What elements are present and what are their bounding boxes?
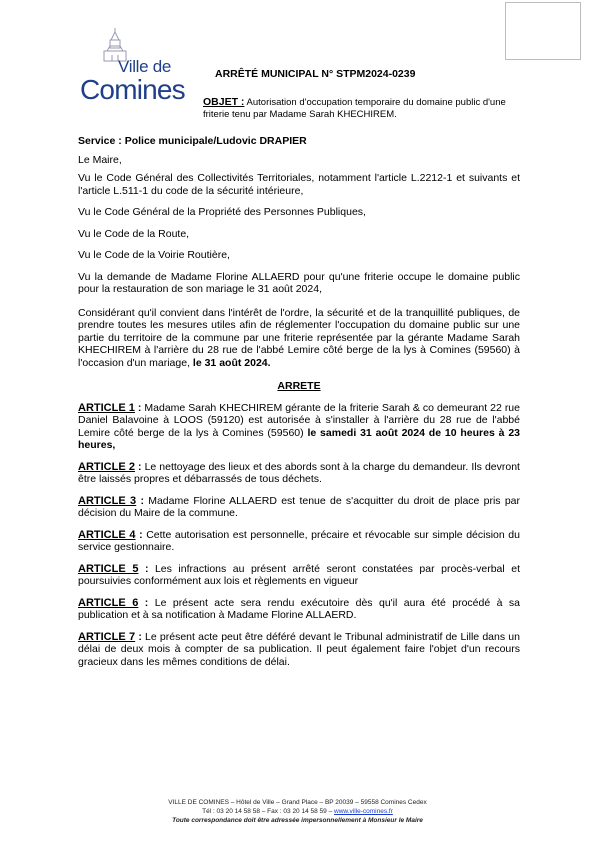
document-body <box>78 135 520 677</box>
objet-label: OBJET : <box>203 96 245 108</box>
article-3: ARTICLE 3 : Madame Florine ALLAERD est tenue de s'acquitter du droit de place pris par décision du Maire de la commune. <box>78 494 520 519</box>
page-footer <box>0 798 595 825</box>
comines-logo <box>80 28 192 110</box>
article-label: ARTICLE 5 <box>78 562 139 575</box>
arrete-heading: ARRETE <box>277 380 321 392</box>
article-1: ARTICLE 1 : Madame Sarah KHECHIREM gérante de la friterie Sarah & co demeurant 22 rue Daniel Balavoine à LOOS (59120) est autorisée à s'installer à l'arrière du 28 rue de l'abbé Lemire côté berge de la lys à Comines (59560) le samedi 31 août 2024 de 10 heures à 23 heures, <box>78 401 521 451</box>
article-text: Les infractions au présent arrêté seront constatées par procès-verbal et poursuivies conformément aux lois et règlements en vigueur <box>78 562 520 587</box>
footer-contact <box>0 807 595 816</box>
vu-paragraph: Vu le Code de la Voirie Routière, <box>78 249 230 261</box>
footer-website-link[interactable]: www.ville-comines.fr <box>334 808 393 815</box>
vu-paragraph: Vu le Code Général des Collectivités Territoriales, notamment l'article L.2212-1 et suivants et l'article L.511-1 du code de la sécurité intérieure, <box>78 172 520 197</box>
considerant-date: le 31 août 2024. <box>192 356 271 369</box>
document-title: ARRÊTÉ MUNICIPAL N° STPM2024-0239 <box>215 68 416 80</box>
article-text: Le présent acte peut être déféré devant le Tribunal administratif de Lille dans un délai de deux mois à compter de sa publication. Il peut également faire l'objet d'un recours gracieux dans les mêmes conditions de délai. <box>78 630 520 668</box>
article-label: ARTICLE 3 <box>78 494 137 507</box>
stamp-box <box>505 2 581 60</box>
article-7: ARTICLE 7 : Le présent acte peut être déféré devant le Tribunal administratif de Lille dans un délai de deux mois à compter de sa publication. Il peut également faire l'objet d'un recours gracieux dans les mêmes conditions de délai. <box>78 630 520 668</box>
article-label: ARTICLE 4 <box>78 528 136 541</box>
article-text: Cette autorisation est personnelle, précaire et révocable sur simple décision du service gestionnaire. <box>78 528 520 553</box>
objet-block <box>203 97 521 120</box>
intro-line: Le Maire, <box>78 153 122 166</box>
article-bold-text: le samedi 31 août 2024 de 10 heures à 23 heures, <box>78 426 521 451</box>
logo-comines-text: Comines <box>80 74 185 105</box>
considerant-paragraph <box>78 307 520 370</box>
article-text: Le nettoyage des lieux et des abords sont à la charge du demandeur. Ils devront être laissés propres et débarrassés de tous déchets. <box>78 460 520 485</box>
article-6: ARTICLE 6 : Le présent acte sera rendu exécutoire dès qu'il aura été procédé à sa publication et à sa notification à Madame Florine ALLAERD. <box>78 596 520 621</box>
vu-paragraph: Vu la demande de Madame Florine ALLAERD pour qu'une friterie occupe le domaine public pour la restauration de son mariage le 31 août 2024, <box>78 270 520 295</box>
article-text: Madame Sarah KHECHIREM gérante de la friterie Sarah & co demeurant 22 rue Daniel Balavoine à LOOS (59120) est autorisée à s'installer à l'arrière du 28 rue de l'abbé Lemire côté berge de la lys à Comines (59560) <box>78 401 520 439</box>
footer-note: Toute correspondance doit être adressée impersonnellement à Monsieur le Maire <box>172 817 423 824</box>
article-5: ARTICLE 5 : Les infractions au présent arrêté seront constatées par procès-verbal et poursuivies conformément aux lois et règlements en vigueur <box>78 562 520 587</box>
footer-address: VILLE DE COMINES – Hôtel de Ville – Grand Place – BP 20039 – 59558 Comines Cedex <box>168 799 427 806</box>
article-text: Madame Florine ALLAERD est tenue de s'acquitter du droit de place pris par décision du Maire de la commune. <box>78 494 520 519</box>
logo-ville-text: Ville de <box>118 57 172 76</box>
service-line: Service : Police municipale/Ludovic DRAPIER <box>78 135 307 147</box>
vu-paragraph: Vu le Code de la Route, <box>78 227 190 240</box>
footer-phone-fax: Tél : 03 20 14 58 58 – Fax : 03 20 14 58 59 – <box>202 808 335 815</box>
article-label: ARTICLE 7 <box>78 630 136 643</box>
article-4: ARTICLE 4 : Cette autorisation est personnelle, précaire et révocable sur simple décision du service gestionnaire. <box>78 528 520 553</box>
considerant-text: Considérant qu'il convient dans l'intérêt de l'ordre, la sécurité et de la tranquillité publiques, de prendre toutes les mesures utiles afin de réglementer l'occupation du domaine public sur une partie du territoire de la commune par une friterie représentée par la gérante Madame Sarah KHECHIREM à l'arrière du 28 rue de l'abbé Lemire côté berge de la lys à Comines (59560) à l'occasion d'un mariage, <box>78 306 520 369</box>
article-label: ARTICLE 6 <box>78 596 139 609</box>
objet-text: Autorisation d'occupation temporaire du domaine public d'une friterie tenu par Madame Sarah KHECHIREM. <box>203 97 506 120</box>
article-text: Le présent acte sera rendu exécutoire dès qu'il aura été procédé à sa publication et à sa notification à Madame Florine ALLAERD. <box>78 596 520 621</box>
article-label: ARTICLE 1 <box>78 401 135 414</box>
vu-paragraph: Vu le Code Général de la Propriété des Personnes Publiques, <box>78 206 366 218</box>
article-label: ARTICLE 2 <box>78 460 135 473</box>
article-2: ARTICLE 2 : Le nettoyage des lieux et des abords sont à la charge du demandeur. Ils devront être laissés propres et débarrassés de tous déchets. <box>78 460 520 485</box>
